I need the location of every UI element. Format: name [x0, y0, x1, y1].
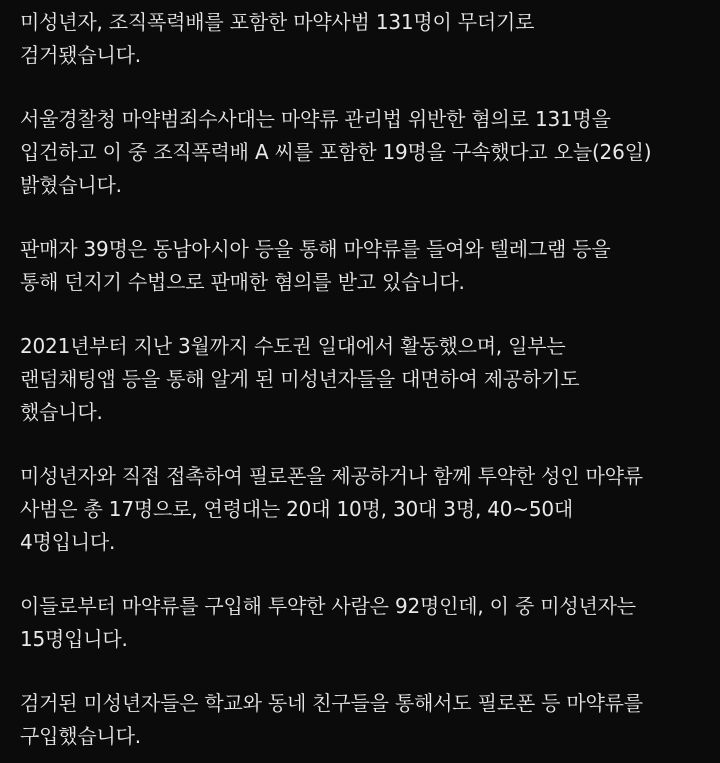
text-line: 구입했습니다.	[20, 724, 141, 748]
text-line: 4명입니다.	[20, 530, 116, 554]
text-line: 검거된 미성년자들은 학교와 동네 친구들을 통해서도 필로폰 등 마약류를	[20, 691, 643, 715]
paragraph-7	[20, 687, 710, 753]
text-line: 서울경찰청 마약범죄수사대는 마약류 관리법 위반한 혐의로 131명을	[20, 107, 611, 131]
paragraph-4	[20, 330, 710, 429]
text-line: 랜덤채팅앱 등을 통해 알게 된 미성년자들을 대면하여 제공하기도	[20, 367, 580, 391]
paragraph-1	[20, 6, 710, 72]
text-line: 미성년자와 직접 접촉하여 필로폰을 제공하거나 함께 투약한 성인 마약류	[20, 464, 643, 488]
paragraph-5	[20, 460, 710, 559]
text-line: 15명입니다.	[20, 627, 128, 651]
text-line: 했습니다.	[20, 400, 103, 424]
paragraph-3	[20, 233, 710, 299]
text-line: 입건하고 이 중 조직폭력배 A 씨를 포함한 19명을 구속했다고 오늘(26일)	[20, 140, 652, 164]
text-line: 이들로부터 마약류를 구입해 투약한 사람은 92명인데, 이 중 미성년자는	[20, 594, 636, 618]
paragraph-6	[20, 590, 710, 656]
text-line: 2021년부터 지난 3월까지 수도권 일대에서 활동했으며, 일부는	[20, 334, 566, 358]
text-line: 밝혔습니다.	[20, 173, 122, 197]
article-body	[20, 0, 710, 753]
text-line: 검거됐습니다.	[20, 43, 141, 67]
text-line: 판매자 39명은 동남아시아 등을 통해 마약류를 들여와 텔레그램 등을	[20, 237, 611, 261]
text-line: 사범은 총 17명으로, 연령대는 20대 10명, 30대 3명, 40~50대	[20, 497, 574, 521]
text-line: 미성년자, 조직폭력배를 포함한 마약사범 131명이 무더기로	[20, 10, 535, 34]
paragraph-2	[20, 103, 710, 202]
text-line: 통해 던지기 수법으로 판매한 혐의를 받고 있습니다.	[20, 270, 465, 294]
